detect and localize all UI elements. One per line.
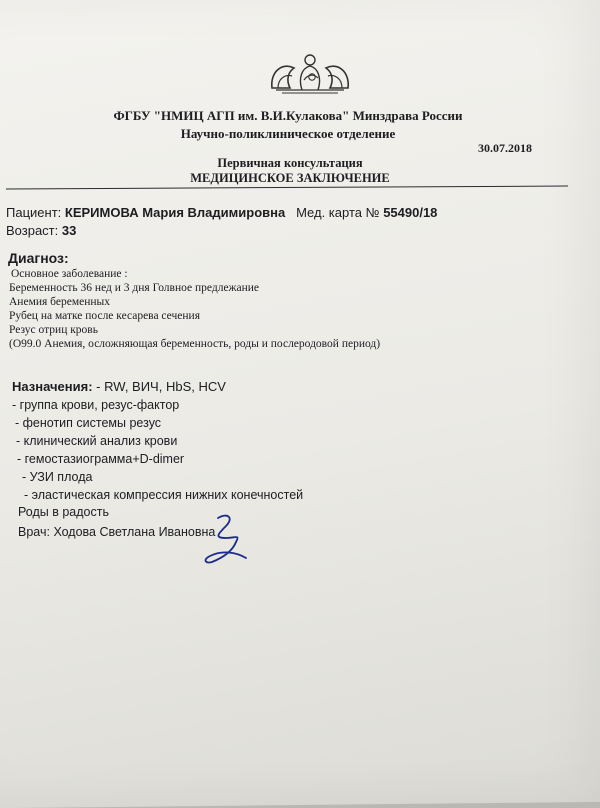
signature-icon (196, 508, 256, 572)
header-divider (6, 186, 568, 190)
card-label: Мед. карта № (296, 205, 380, 220)
age-value: 33 (61, 223, 77, 238)
prescription-item: - УЗИ плода (22, 470, 93, 484)
diagnosis-line: Основное заболевание : (11, 268, 128, 280)
prescriptions-line (12, 379, 226, 394)
prescriptions-label: Назначения: (12, 379, 93, 394)
department-title: Научно-поликлиническое отделение (180, 126, 396, 141)
document-title: МЕДИЦИНСКОЕ ЗАКЛЮЧЕНИЕ (190, 171, 390, 185)
prescription-item: - RW, ВИЧ, HbS, HCV (96, 379, 226, 394)
prescription-item: - гемостазиограмма+D-dimer (17, 452, 185, 466)
prescription-item: - группа крови, резус-фактор (12, 398, 180, 412)
consultation-type: Первичная консультация (217, 156, 363, 170)
prescription-item: - клинический анализ крови (16, 434, 178, 448)
age-label: Возраст: (6, 223, 59, 238)
doctor-name: Ходова Светлана Ивановна (53, 525, 216, 539)
patient-name: КЕРИМОВА Мария Владимировна (64, 205, 286, 220)
doctor-line (18, 525, 215, 539)
organization-title: ФГБУ "НМИЦ АГП им. В.И.Кулакова" Минздрава России (113, 108, 463, 123)
diagnosis-line: Беременность 36 нед и 3 дня Голвное предлежание (9, 282, 260, 294)
diagnosis-line: Рубец на матке после кесарева сечения (9, 310, 200, 322)
diagnosis-line: (О99.0 Анемия, осложняющая беременность, роды и послеродовой период) (9, 338, 381, 350)
diagnosis-line: Резус отриц кровь (9, 324, 98, 336)
closing-note: Роды в радость (18, 505, 109, 519)
doctor-label: Врач: (18, 525, 50, 539)
institute-logo-icon (268, 50, 352, 96)
diagnosis-line: Анемия беременных (9, 296, 110, 308)
prescription-item: - эластическая компрессия нижних конечностей (24, 488, 304, 502)
prescription-item: - фенотип системы резус (15, 416, 162, 430)
patient-line (6, 205, 437, 220)
card-number: 55490/18 (383, 205, 438, 220)
diagnosis-heading: Диагноз: (8, 250, 69, 266)
age-line (6, 223, 76, 238)
patient-label: Пациент: (6, 205, 62, 220)
document-date: 30.07.2018 (478, 141, 532, 155)
